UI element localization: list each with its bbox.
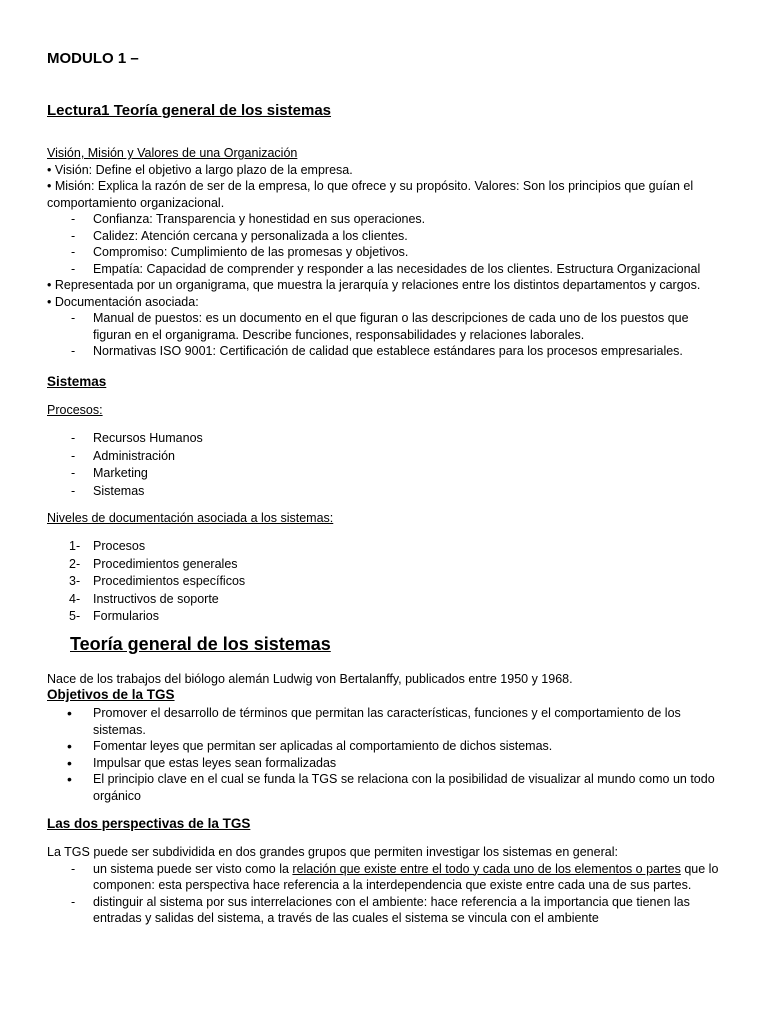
section-heading: Visión, Misión y Valores de una Organización bbox=[47, 146, 298, 160]
lecture-title: Lectura1 Teoría general de los sistemas bbox=[47, 102, 332, 119]
list-item: 3- Procedimientos específicos bbox=[69, 574, 246, 588]
list-item: • El principio clave en el cual se funda la TGS se relaciona con la posibilidad de visualizar al mundo como un todo orgánico bbox=[67, 771, 715, 803]
list-item: - Compromiso: Cumplimiento de las promesas y objetivos. bbox=[71, 245, 409, 259]
list-item: 5- Formularios bbox=[69, 609, 159, 623]
list-item: - Marketing bbox=[71, 466, 148, 480]
organigrama-text: • Representada por un organigrama, que muestra la jerarquía y relaciones entre los distintos departamentos y cargos. bbox=[47, 278, 701, 292]
objetivos-list bbox=[47, 705, 727, 804]
list-item: - un sistema puede ser visto como la relación que existe entre el todo y cada uno de los elementos o partes que lo componen: esta perspectiva hace referencia a la interdependencia que existe entre cada una de sus partes. bbox=[71, 861, 719, 892]
mision-text: • Misión: Explica la razón de ser de la empresa, lo que ofrece y su propósito. Valores: Son los principios que guían el comportamiento organizacional. bbox=[47, 179, 694, 210]
list-item: - Sistemas bbox=[71, 483, 145, 498]
list-item: - distinguir al sistema por sus interrelaciones con el ambiente: hace referencia a la importancia que tienen las entradas y salidas del sistema, a través de las cuales el sistema se vincula con el ambiente bbox=[71, 894, 690, 925]
list-item: - Empatía: Capacidad de comprender y responder a las necesidades de los clientes. Estructura Organizacional bbox=[71, 261, 701, 276]
list-item: - Recursos Humanos bbox=[71, 431, 203, 445]
list-item: - Normativas ISO 9001: Certificación de calidad que establece estándares para los procesos empresariales. bbox=[71, 344, 683, 358]
perspectivas-block bbox=[47, 844, 727, 927]
tgs-heading: Teoría general de los sistemas bbox=[70, 634, 331, 654]
procesos-list bbox=[47, 430, 727, 500]
list-item: • Promover el desarrollo de términos que permitan las características, funciones y el comportamiento de los sistemas. bbox=[67, 705, 681, 737]
list-item: 4- Instructivos de soporte bbox=[69, 591, 219, 606]
list-item: - Confianza: Transparencia y honestidad en sus operaciones. bbox=[71, 212, 426, 226]
sistemas-heading: Sistemas bbox=[47, 374, 107, 389]
list-item: 1- Procesos bbox=[69, 539, 146, 553]
section-vision-mision bbox=[47, 145, 727, 360]
list-item: - Manual de puestos: es un documento en el que figuran o las descripciones de cada uno de los puestos que figuran en el organigrama. Describe funciones, responsabilidades y relaciones laborales. bbox=[71, 311, 689, 342]
perspectivas-intro: La TGS puede ser subdividida en dos grandes grupos que permiten investigar los sistemas en general: bbox=[47, 845, 618, 859]
procesos-label: Procesos: bbox=[47, 403, 103, 417]
list-item: - Administración bbox=[71, 448, 175, 463]
list-item: • Fomentar leyes que permitan ser aplicadas al comportamiento de dichos sistemas. bbox=[67, 738, 553, 754]
vision-text: • Visión: Define el objetivo a largo plazo de la empresa. bbox=[47, 162, 353, 177]
perspectivas-heading: Las dos perspectivas de la TGS bbox=[47, 816, 251, 831]
objetivos-heading: Objetivos de la TGS bbox=[47, 687, 175, 702]
list-item: • Impulsar que estas leyes sean formalizadas bbox=[67, 754, 337, 771]
list-item: - Calidez: Atención cercana y personalizada a los clientes. bbox=[71, 228, 408, 243]
module-title: MODULO 1 – bbox=[47, 50, 139, 67]
list-item: 2- Procedimientos generales bbox=[69, 556, 238, 571]
niveles-label: Niveles de documentación asociada a los sistemas: bbox=[47, 511, 334, 525]
documentacion-text: • Documentación asociada: bbox=[47, 294, 199, 309]
tgs-intro: Nace de los trabajos del biólogo alemán Ludwig von Bertalanffy, publicados entre 1950 y 1968. bbox=[47, 672, 573, 686]
niveles-list bbox=[47, 538, 727, 626]
